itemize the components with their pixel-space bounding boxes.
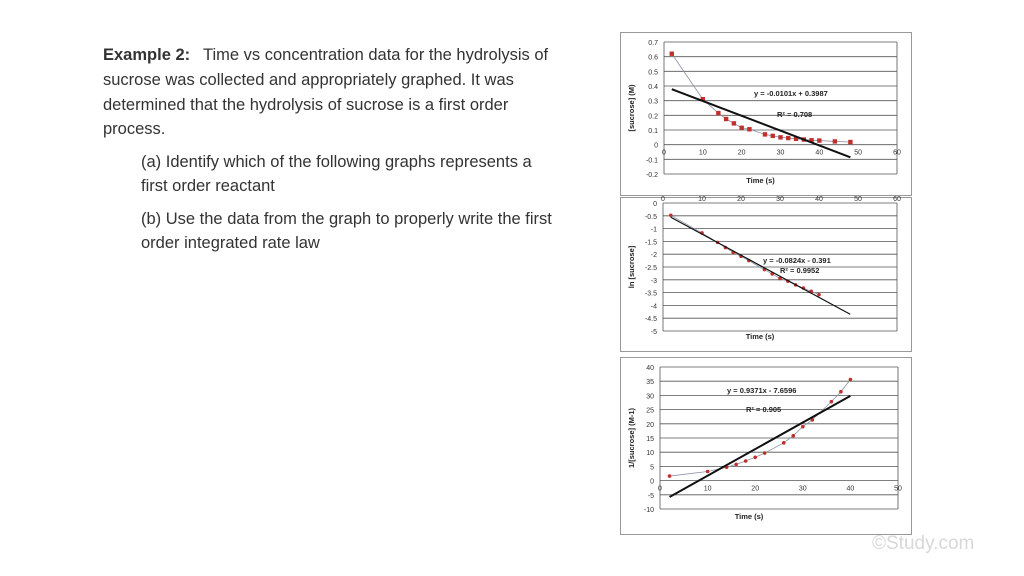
y-tick-label: -0.2 <box>645 172 658 179</box>
y-tick-label: 0.3 <box>648 98 658 106</box>
data-point <box>706 470 710 474</box>
x-tick-label: 30 <box>776 149 785 157</box>
data-point <box>763 132 767 136</box>
data-point <box>833 139 837 143</box>
x-tick-label: 50 <box>854 149 863 157</box>
data-point <box>734 463 738 467</box>
x-tick-label: 10 <box>698 149 707 157</box>
y-tick-label: -3 <box>650 277 657 285</box>
y-tick-label: -4.5 <box>644 316 657 324</box>
x-axis-label: Time (s) <box>745 332 775 341</box>
y-tick-label: 40 <box>646 365 654 372</box>
watermark: ©Study.com <box>872 533 975 554</box>
trendline <box>672 89 851 157</box>
x-tick-label: 10 <box>698 196 706 203</box>
x-tick-label: 60 <box>893 196 901 203</box>
data-point <box>778 135 782 139</box>
part-b-line: (b) Use the data from the graph to properly write the first <box>141 210 552 228</box>
x-tick-label: 50 <box>894 485 902 493</box>
data-point <box>753 456 757 460</box>
data-point <box>817 138 821 142</box>
trendline-equation: y = 0.9371x - 7.6596 <box>727 386 797 395</box>
data-point <box>849 378 853 382</box>
data-point <box>763 451 767 455</box>
trendline-equation: R² = 0.708 <box>777 110 813 119</box>
data-point <box>786 136 790 140</box>
x-tick-label: 40 <box>815 196 823 203</box>
y-tick-label: 30 <box>646 393 654 401</box>
y-tick-label: -0.5 <box>644 213 657 221</box>
y-tick-label: -4 <box>650 303 657 311</box>
y-tick-label: -5 <box>650 329 657 336</box>
y-tick-label: 10 <box>646 450 654 458</box>
data-point <box>669 213 673 217</box>
data-point <box>739 126 743 130</box>
x-tick-label: 10 <box>703 485 712 493</box>
y-tick-label: -10 <box>643 507 654 514</box>
x-tick-label: 0 <box>661 196 665 203</box>
x-axis-label: Time (s) <box>746 176 775 185</box>
y-tick-label: 0.2 <box>648 113 658 121</box>
data-point <box>782 441 786 445</box>
y-tick-label: -3.5 <box>644 290 657 298</box>
trendline-equation: R² = 0.9952 <box>780 266 820 275</box>
data-point <box>724 117 728 121</box>
data-point <box>670 52 674 56</box>
data-point <box>839 390 843 394</box>
y-tick-label: 0.4 <box>648 84 658 91</box>
example-label: Example 2: <box>103 46 191 64</box>
data-point <box>668 474 672 478</box>
y-tick-label: 15 <box>646 436 654 443</box>
intro-line: determined that the hydrolysis of sucrose is a first order <box>103 96 509 114</box>
x-tick-label: 20 <box>737 196 745 203</box>
intro-line: Time vs concentration data for the hydrolysis of <box>203 46 549 64</box>
y-axis-label: [sucrose] (M) <box>627 84 636 132</box>
trendline <box>671 217 850 314</box>
x-axis-label: Time (s) <box>734 512 764 521</box>
y-tick-label: -0.1 <box>645 157 658 165</box>
part-a-line: (a) Identify which of the following graphs represents a <box>141 153 532 171</box>
y-tick-label: 25 <box>646 407 654 415</box>
x-tick-label: 50 <box>854 196 862 203</box>
y-tick-label: 0.5 <box>648 69 658 77</box>
x-tick-label: 0 <box>662 149 666 157</box>
data-connector-line <box>671 215 819 294</box>
trendline-equation: y = -0.0101x + 0.3987 <box>754 89 828 98</box>
x-tick-label: 40 <box>815 149 824 157</box>
data-point <box>747 127 751 131</box>
y-tick-label: -1 <box>650 226 657 234</box>
data-point <box>848 140 852 144</box>
x-tick-label: 30 <box>776 196 784 203</box>
y-tick-label: 0 <box>653 201 657 208</box>
y-axis-label: ln [sucrose] <box>627 245 636 289</box>
x-tick-label: 0 <box>658 485 662 493</box>
y-tick-label: 35 <box>646 379 654 387</box>
y-tick-label: -2.5 <box>644 265 657 272</box>
y-tick-label: -5 <box>647 492 654 500</box>
y-axis-label: 1/[sucrose] (M-1) <box>627 407 636 469</box>
data-point <box>716 111 720 115</box>
y-tick-label: 0.7 <box>648 40 658 47</box>
data-point <box>771 134 775 138</box>
y-tick-label: 20 <box>646 421 654 429</box>
intro-line: process. <box>103 120 166 138</box>
data-point <box>801 425 805 429</box>
y-tick-label: 0 <box>654 142 658 150</box>
y-tick-label: 5 <box>650 464 654 472</box>
x-tick-label: 20 <box>737 149 746 157</box>
y-tick-label: 0 <box>650 478 654 486</box>
y-tick-label: -2 <box>650 252 657 260</box>
x-tick-label: 30 <box>798 485 807 493</box>
trendline-equation: y = -0.0824x - 0.391 <box>763 256 831 265</box>
y-tick-label: -1.5 <box>644 239 657 247</box>
y-tick-label: 0.1 <box>648 128 658 135</box>
x-tick-label: 60 <box>893 149 901 157</box>
data-point <box>830 400 834 404</box>
y-tick-label: 0.6 <box>648 54 658 62</box>
trendline-equation: R² = 0.905 <box>746 405 782 414</box>
intro-line: sucrose was collected and appropriately graphed. It was <box>103 71 514 89</box>
data-point <box>732 121 736 125</box>
part-a-line: first order reactant <box>141 177 275 195</box>
data-point <box>744 459 748 463</box>
part-b-line: order integrated rate law <box>141 234 320 252</box>
data-point <box>791 434 795 438</box>
x-tick-label: 40 <box>846 485 855 493</box>
x-tick-label: 20 <box>751 485 760 493</box>
data-point <box>817 293 821 297</box>
